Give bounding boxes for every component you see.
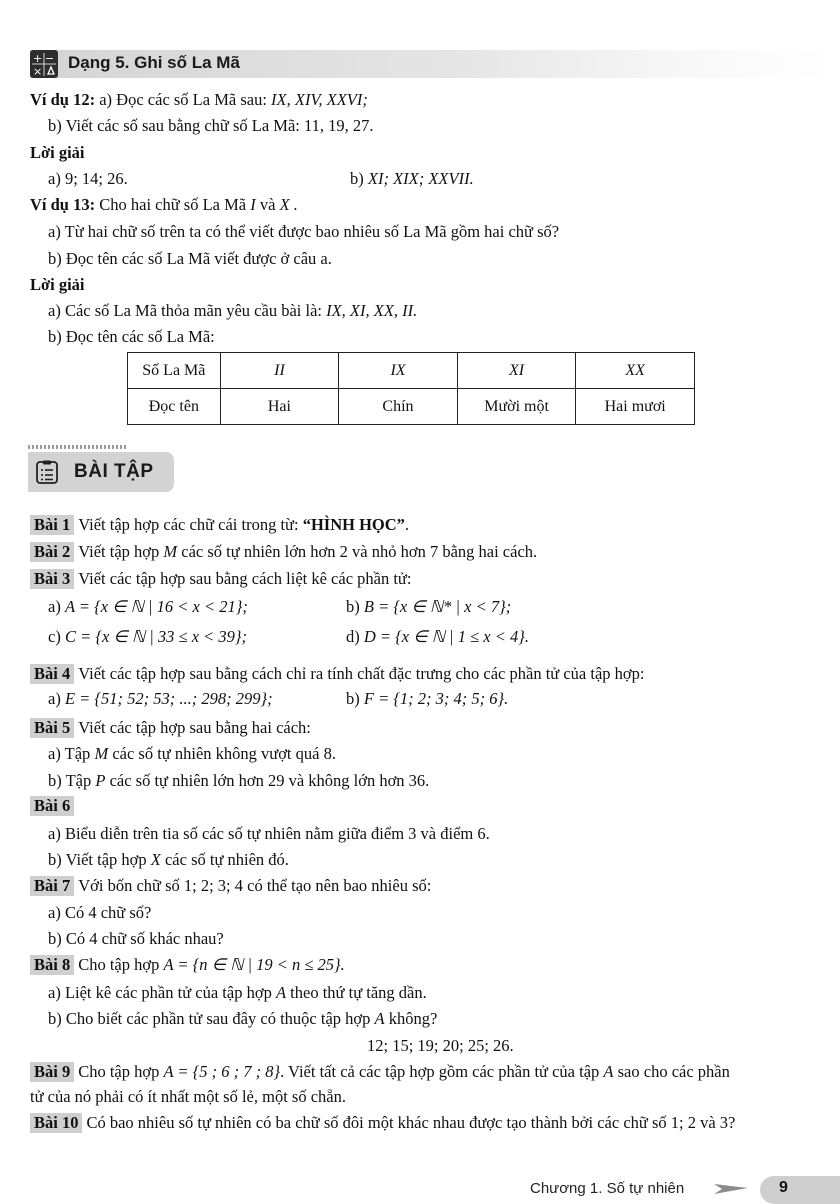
solution-1-b-numerals: XI; XIX; XXVII.: [367, 169, 474, 188]
exercise-2-text-2: các số tự nhiên lớn hơn 2 và nhỏ hơn 7 bằng hai cách.: [181, 542, 538, 561]
exercise-8-a: [48, 983, 427, 1003]
exercise-8-b-text-1: b) Cho biết các phần tử sau đây có thuộc tập hợp: [48, 1009, 371, 1028]
table-cell: Hai: [220, 389, 339, 425]
exercise-5-b: [48, 771, 429, 791]
exercise-8-a-text-1: a) Liệt kê các phần tử của tập hợp: [48, 983, 272, 1002]
set-expression: B = {x ∈ ℕ* | x < 7};: [363, 597, 512, 616]
exercise-5-text: Viết các tập hợp sau bằng hai cách:: [78, 718, 311, 737]
exercise-6-b-text-1: b) Viết tập hợp: [48, 850, 147, 869]
roman-value: XI: [509, 361, 525, 379]
set-expression: C = {x ∈ ℕ | 33 ≤ x < 39};: [64, 627, 247, 646]
exercise-4-a: [48, 689, 273, 709]
exercise-1: [30, 515, 409, 535]
solution-2-label: Lời giải: [30, 275, 85, 294]
exercise-9-variable: A: [603, 1062, 614, 1081]
exercise-8-list: 12; 15; 19; 20; 25; 26.: [367, 1036, 514, 1055]
exercise-8-b-text-2: không?: [388, 1009, 438, 1028]
exercise-5-b-text-2: các số tự nhiên lớn hơn 29 và không lớn hơn 36.: [109, 771, 430, 790]
roman-value: IX: [390, 361, 406, 379]
section-header: [30, 50, 830, 78]
solution-2-a: [48, 301, 417, 321]
exercise-label: Bài 10: [30, 1113, 82, 1133]
exercise-3-c: [48, 627, 247, 647]
example-13-and: và: [259, 195, 276, 214]
set-expression: A = {x ∈ ℕ | 16 < x < 21};: [64, 597, 248, 616]
exercise-5-a-text-1: a) Tập: [48, 744, 91, 763]
example-12-line-a: [30, 90, 368, 110]
exercise-2: [30, 542, 537, 562]
example-13-label: Ví dụ 13:: [30, 195, 96, 214]
item-prefix: b): [346, 597, 360, 616]
exercise-7-b: b) Có 4 chữ số khác nhau?: [48, 929, 224, 948]
example-12-line-b: b) Viết các số sau bằng chữ số La Mã: 11, 19, 27.: [48, 116, 374, 135]
exercise-label: Bài 3: [30, 569, 74, 589]
roman-numeral-table: [127, 352, 695, 425]
item-prefix: b): [346, 689, 360, 708]
exercise-5-a-variable: M: [94, 744, 109, 763]
svg-text:+: +: [33, 52, 43, 65]
table-cell: [457, 353, 576, 389]
solution-2-a-text: a) Các số La Mã thỏa mãn yêu cầu bài là:: [48, 301, 322, 320]
table-cell: Chín: [339, 389, 458, 425]
exercise-8: [30, 955, 345, 975]
exercise-9-text-2: . Viết tất cả các tập hợp gồm các phần tử của tập: [280, 1062, 600, 1081]
example-13-a: a) Từ hai chữ số trên ta có thể viết được bao nhiêu số La Mã gồm hai chữ số?: [48, 222, 560, 241]
banner-decoration: [28, 445, 128, 449]
exercise-10: [30, 1113, 735, 1133]
table-cell: Mười một: [457, 389, 576, 425]
table-row: [128, 389, 695, 425]
exercise-8-b-variable: A: [374, 1009, 385, 1028]
set-expression: F = {1; 2; 3; 4; 5; 6}.: [363, 689, 509, 708]
exercise-label: Bài 7: [30, 876, 74, 896]
table-header-cell: Đọc tên: [128, 389, 221, 425]
exercise-5-b-text-1: b) Tập: [48, 771, 92, 790]
exercise-label: Bài 6: [30, 796, 74, 816]
solution-1-b-prefix: b): [350, 169, 364, 188]
set-expression: A = {5 ; 6 ; 7 ; 8}: [163, 1062, 281, 1081]
section-title: Dạng 5. Ghi số La Mã: [68, 53, 240, 72]
exercise-6-b-text-2: các số tự nhiên đó.: [164, 850, 289, 869]
exercise-label: Bài 2: [30, 542, 74, 562]
solution-2-b: b) Đọc tên các số La Mã:: [48, 327, 215, 346]
exercise-8-a-text-2: theo thứ tự tăng dần.: [290, 983, 427, 1002]
roman-value: II: [274, 361, 285, 379]
item-prefix: c): [48, 627, 61, 646]
exercise-1-text: Viết tập hợp các chữ cái trong từ:: [78, 515, 299, 534]
solution-1-b: [350, 169, 474, 189]
set-expression: D = {x ∈ ℕ | 1 ≤ x < 4}.: [363, 627, 529, 646]
exercise-6-b: [48, 850, 289, 870]
item-prefix: d): [346, 627, 360, 646]
example-13-b: b) Đọc tên các số La Mã viết được ở câu a.: [48, 249, 332, 268]
table-cell: Hai mươi: [576, 389, 695, 425]
exercise-2-text-1: Viết tập hợp: [78, 542, 160, 561]
svg-text:×: ×: [33, 65, 43, 78]
exercise-10-text: Có bao nhiêu số tự nhiên có ba chữ số đôi một khác nhau được tạo thành bởi các chữ số 1; 2 và 3?: [86, 1113, 736, 1132]
exercise-3-d: [346, 627, 529, 647]
exercise-9: [30, 1062, 730, 1082]
table-cell: [220, 353, 339, 389]
exercise-4-b: [346, 689, 508, 709]
example-13-roman-i: I: [250, 195, 256, 214]
set-expression: A = {n ∈ ℕ | 19 < n ≤ 25}.: [163, 955, 345, 974]
exercise-1-word: “HÌNH HỌC”: [302, 515, 405, 534]
exercises-title: BÀI TẬP: [74, 461, 154, 482]
item-prefix: a): [48, 689, 61, 708]
example-13-text: Cho hai chữ số La Mã: [99, 195, 247, 214]
exercise-8-b: [48, 1009, 437, 1029]
set-expression: E = {51; 52; 53; ...; 298; 299};: [64, 689, 273, 708]
exercise-6-b-variable: X: [150, 850, 161, 869]
example-12-a-numerals: IX, XIV, XXVI;: [271, 90, 368, 109]
checklist-icon: [36, 460, 58, 484]
exercise-3-b: [346, 597, 511, 617]
exercise-label: Bài 8: [30, 955, 74, 975]
table-cell: [339, 353, 458, 389]
table-cell: [576, 353, 695, 389]
exercise-7-text: Với bốn chữ số 1; 2; 3; 4 có thể tạo nên bao nhiêu số:: [78, 876, 432, 895]
exercise-9-text-1: Cho tập hợp: [78, 1062, 160, 1081]
exercise-9-text-3: sao cho các phần: [617, 1062, 730, 1081]
exercise-9-line-2: tử của nó phải có ít nhất một số lẻ, một số chẵn.: [30, 1087, 346, 1106]
exercise-5-a-text-2: các số tự nhiên không vượt quá 8.: [112, 744, 336, 763]
exercise-7-a: a) Có 4 chữ số?: [48, 903, 152, 922]
exercise-4-text: Viết các tập hợp sau bằng cách chỉ ra tính chất đặc trưng cho các phần tử của tập hợp:: [78, 664, 645, 683]
svg-text:−: −: [45, 52, 55, 65]
exercise-8-text: Cho tập hợp: [78, 955, 160, 974]
exercise-label: Bài 9: [30, 1062, 74, 1082]
exercise-5-b-variable: P: [95, 771, 106, 790]
exercise-label: Bài 4: [30, 664, 74, 684]
solution-1-label: Lời giải: [30, 143, 85, 162]
arrow-icon: [714, 1181, 750, 1201]
exercise-label: Bài 1: [30, 515, 74, 535]
solution-2-a-numerals: IX, XI, XX, II.: [326, 301, 418, 320]
exercise-6-a: a) Biểu diễn trên tia số các số tự nhiên nằm giữa điểm 3 và điểm 6.: [48, 824, 490, 843]
chapter-title: Chương 1. Số tự nhiên: [530, 1180, 685, 1197]
exercise-5-a: [48, 744, 336, 764]
exercise-7: [30, 876, 431, 896]
example-12-label: Ví dụ 12:: [30, 90, 96, 109]
page-number: 9: [779, 1179, 788, 1196]
exercise-3-a: [48, 597, 248, 617]
exercise-label: Bài 5: [30, 718, 74, 738]
exercise-4: [30, 664, 644, 684]
exercise-5: [30, 718, 311, 738]
table-header-cell: Số La Mã: [128, 353, 221, 389]
table-row: [128, 353, 695, 389]
exercise-2-variable: M: [163, 542, 178, 561]
roman-value: XX: [625, 361, 645, 379]
math-operations-icon: [30, 50, 58, 78]
exercise-1-end: .: [404, 515, 410, 534]
example-13-line: [30, 195, 298, 215]
exercises-banner: [28, 452, 174, 492]
exercise-3: [30, 569, 411, 589]
solution-1-a: a) 9; 14; 26.: [48, 169, 128, 188]
exercise-6: [30, 796, 78, 816]
example-13-roman-x: X .: [279, 195, 298, 214]
exercise-8-a-variable: A: [275, 983, 287, 1002]
exercise-3-text: Viết các tập hợp sau bằng cách liệt kê các phần tử:: [78, 569, 412, 588]
example-12-a-text: a) Đọc các số La Mã sau:: [99, 90, 267, 109]
item-prefix: a): [48, 597, 61, 616]
